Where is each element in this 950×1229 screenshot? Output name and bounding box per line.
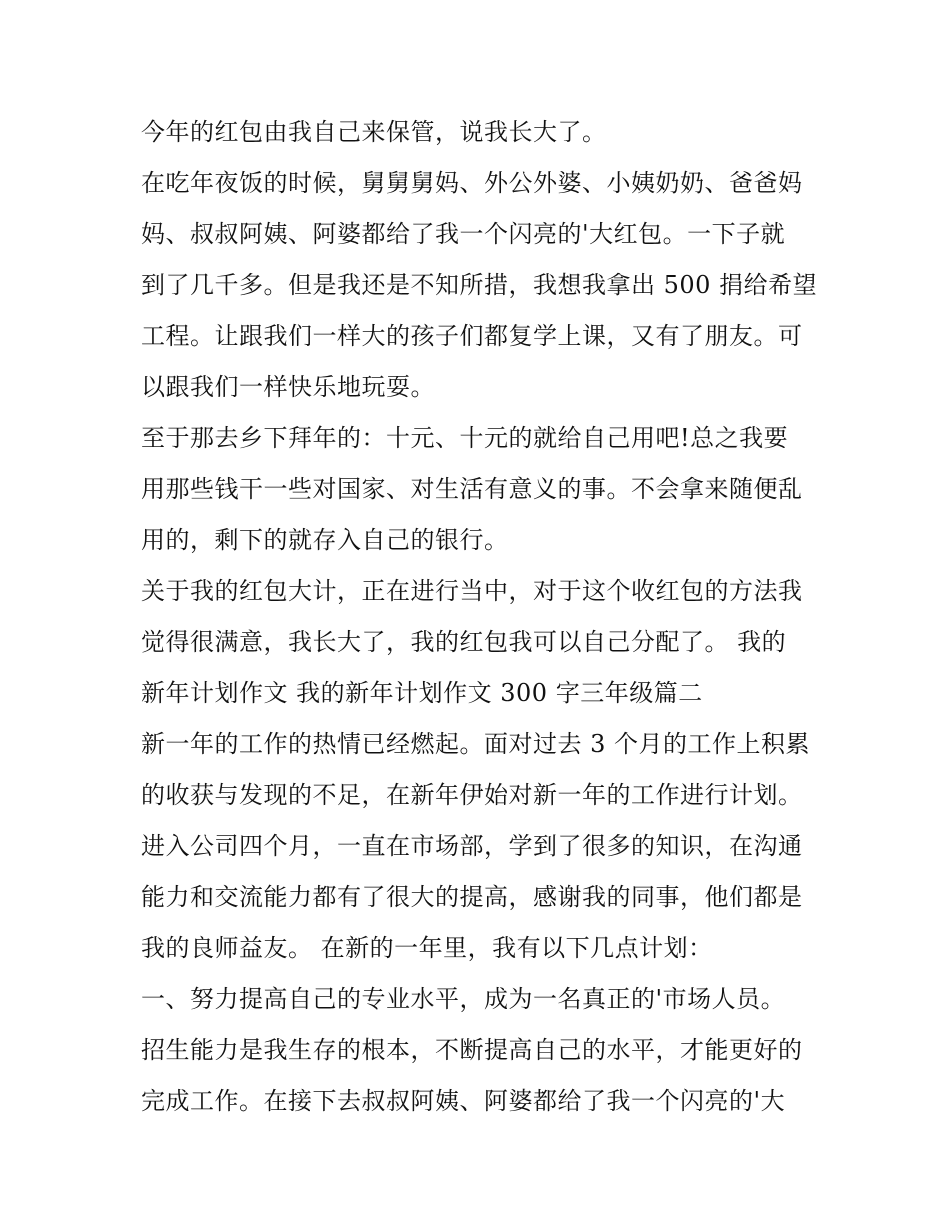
text-line: 到了几千多。但是我还是不知所措，我想我拿出 500 捐给希望 <box>141 271 818 299</box>
text-line: 觉得很满意，我长大了，我的红包我可以自己分配了。 我的 <box>141 628 787 656</box>
text-line: 在吃年夜饭的时候，舅舅舅妈、外公外婆、小姨奶奶、爸爸妈 <box>141 169 803 197</box>
text-line: 关于我的红包大计，正在进行当中，对于这个收红包的方法我 <box>141 577 803 605</box>
text-line: 招生能力是我生存的根本，不断提高自己的水平，才能更好的 <box>141 1036 803 1064</box>
text-line: 今年的红包由我自己来保管，说我长大了。 <box>141 118 607 146</box>
text-line: 以跟我们一样快乐地玩耍。 <box>141 373 435 401</box>
text-line: 新一年的工作的热情已经燃起。面对过去 3 个月的工作上积累 <box>141 730 811 758</box>
text-line: 一、努力提高自己的专业水平，成为一名真正的'市场人员。 <box>141 985 786 1013</box>
text-line: 新年计划作文 我的新年计划作文 300 字三年级篇二 <box>141 679 703 707</box>
text-line: 我的良师益友。 在新的一年里，我有以下几点计划： <box>141 934 713 962</box>
text-line: 的收获与发现的不足，在新年伊始对新一年的工作进行计划。 <box>141 781 803 809</box>
document-body <box>141 107 821 1127</box>
text-line: 至于那去乡下拜年的：十元、十元的就给自己用吧!总之我要 <box>141 424 789 452</box>
text-line: 用那些钱干一些对国家、对生活有意义的事。不会拿来随便乱 <box>141 475 803 503</box>
text-line: 完成工作。在接下去叔叔阿姨、阿婆都给了我一个闪亮的'大 <box>141 1087 786 1115</box>
text-line: 能力和交流能力都有了很大的提高，感谢我的同事，他们都是 <box>141 883 803 911</box>
text-line: 工程。让跟我们一样大的孩子们都复学上课，又有了朋友。可 <box>141 322 803 350</box>
text-line: 进入公司四个月，一直在市场部，学到了很多的知识，在沟通 <box>141 832 803 860</box>
text-line: 妈、叔叔阿姨、阿婆都给了我一个闪亮的'大红包。一下子就 <box>141 220 786 248</box>
text-line: 用的，剩下的就存入自己的银行。 <box>141 526 509 554</box>
